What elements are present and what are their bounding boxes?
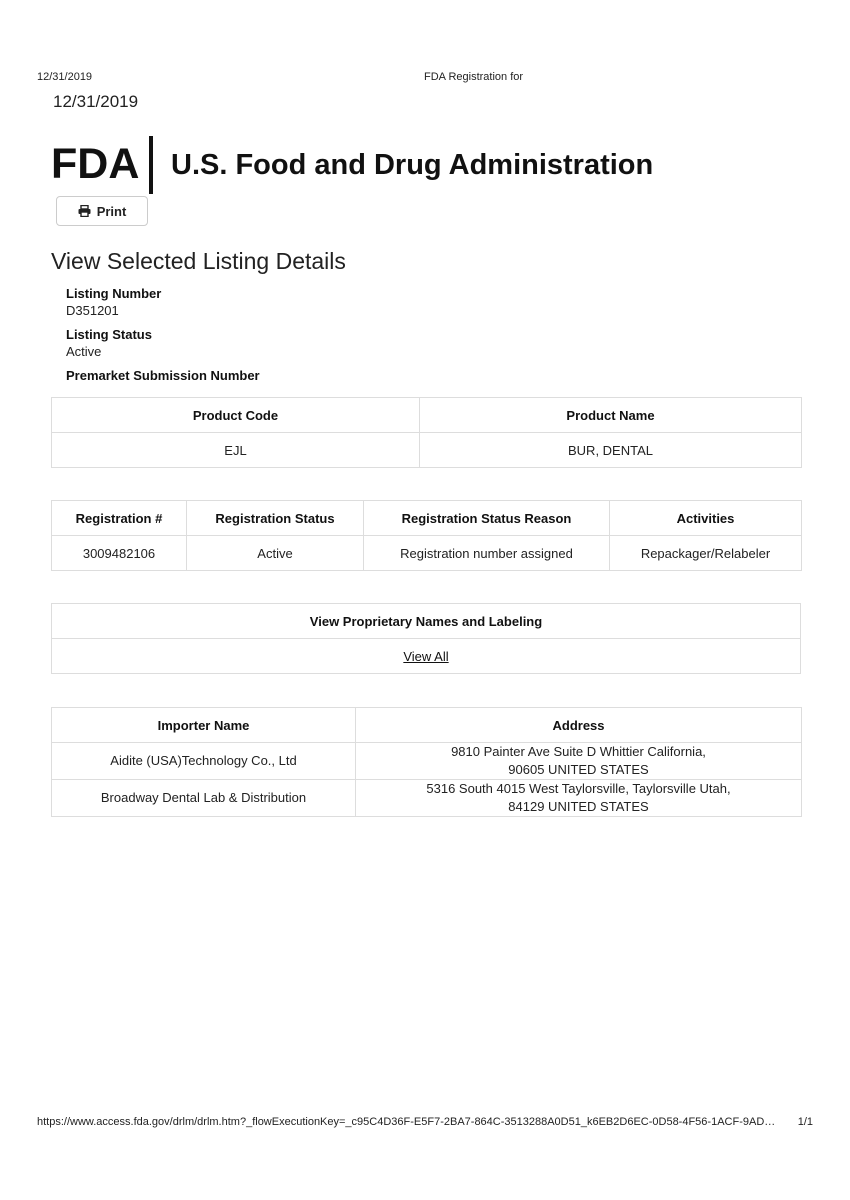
address-line: 90605 UNITED STATES (508, 762, 649, 777)
fda-logo-short: FDA (51, 140, 140, 188)
registration-number-cell: 3009482106 (52, 536, 187, 571)
product-table (51, 397, 802, 468)
column-header: View Proprietary Names and Labeling (52, 604, 801, 639)
print-header-date: 12/31/2019 (37, 71, 93, 83)
product-name-cell: BUR, DENTAL (420, 433, 802, 468)
table-header-row (52, 398, 802, 433)
importer-table (51, 707, 802, 817)
column-header: Registration # (52, 501, 187, 536)
print-footer-page-number: 1/1 (797, 1116, 813, 1128)
table-header-row (52, 501, 802, 536)
listing-number-label: Listing Number (66, 286, 162, 301)
registration-status-reason-cell: Registration number assigned (364, 536, 610, 571)
column-header: Address (356, 708, 802, 743)
listing-status-label: Listing Status (66, 327, 152, 342)
table-row (52, 433, 802, 468)
table-row (52, 743, 802, 780)
address-line: 9810 Painter Ave Suite D Whittier California, (451, 744, 706, 759)
logo-divider (149, 136, 153, 194)
column-header: Product Name (420, 398, 802, 433)
print-button[interactable] (56, 196, 148, 226)
address-line: 84129 UNITED STATES (508, 799, 649, 814)
table-row (52, 639, 801, 674)
proprietary-names-table (51, 603, 801, 674)
address-line: 5316 South 4015 West Taylorsville, Taylorsville Utah, (426, 781, 731, 796)
registration-table (51, 500, 802, 571)
section-title: View Selected Listing Details (51, 248, 346, 274)
fda-logo-full-name: U.S. Food and Drug Administration (171, 149, 654, 181)
column-header: Registration Status Reason (364, 501, 610, 536)
view-all-link[interactable]: View All (403, 648, 449, 664)
table-header-row (52, 708, 802, 743)
print-header-title: FDA Registration for (424, 71, 524, 83)
importer-address-cell (356, 743, 802, 780)
print-button-label: Print (96, 203, 127, 219)
premarket-submission-label: Premarket Submission Number (66, 368, 260, 383)
importer-address-cell (356, 780, 802, 817)
table-row (52, 536, 802, 571)
column-header: Importer Name (52, 708, 356, 743)
column-header: Activities (610, 501, 802, 536)
product-code-cell: EJL (52, 433, 420, 468)
printer-icon (78, 205, 91, 217)
print-footer-url: https://www.access.fda.gov/drlm/drlm.htm?_flowExecutionKey=_c95C4D36F-E5F7-2BA7-864C-3513288A0D51_k6EB2D6EC-0D58-4F56-1ACF-9AD… (37, 1116, 776, 1128)
column-header: Registration Status (187, 501, 364, 536)
print-header (37, 71, 813, 85)
registration-status-cell: Active (187, 536, 364, 571)
table-row (52, 780, 802, 817)
listing-status-value: Active (66, 344, 102, 359)
table-header-row (52, 604, 801, 639)
importer-name-cell: Aidite (USA)Technology Co., Ltd (52, 743, 356, 780)
listing-number-value: D351201 (66, 303, 119, 318)
view-all-cell (52, 639, 801, 674)
page-date: 12/31/2019 (53, 92, 139, 111)
listing-details (66, 285, 260, 384)
activities-cell: Repackager/Relabeler (610, 536, 802, 571)
column-header: Product Code (52, 398, 420, 433)
importer-name-cell: Broadway Dental Lab & Distribution (52, 780, 356, 817)
